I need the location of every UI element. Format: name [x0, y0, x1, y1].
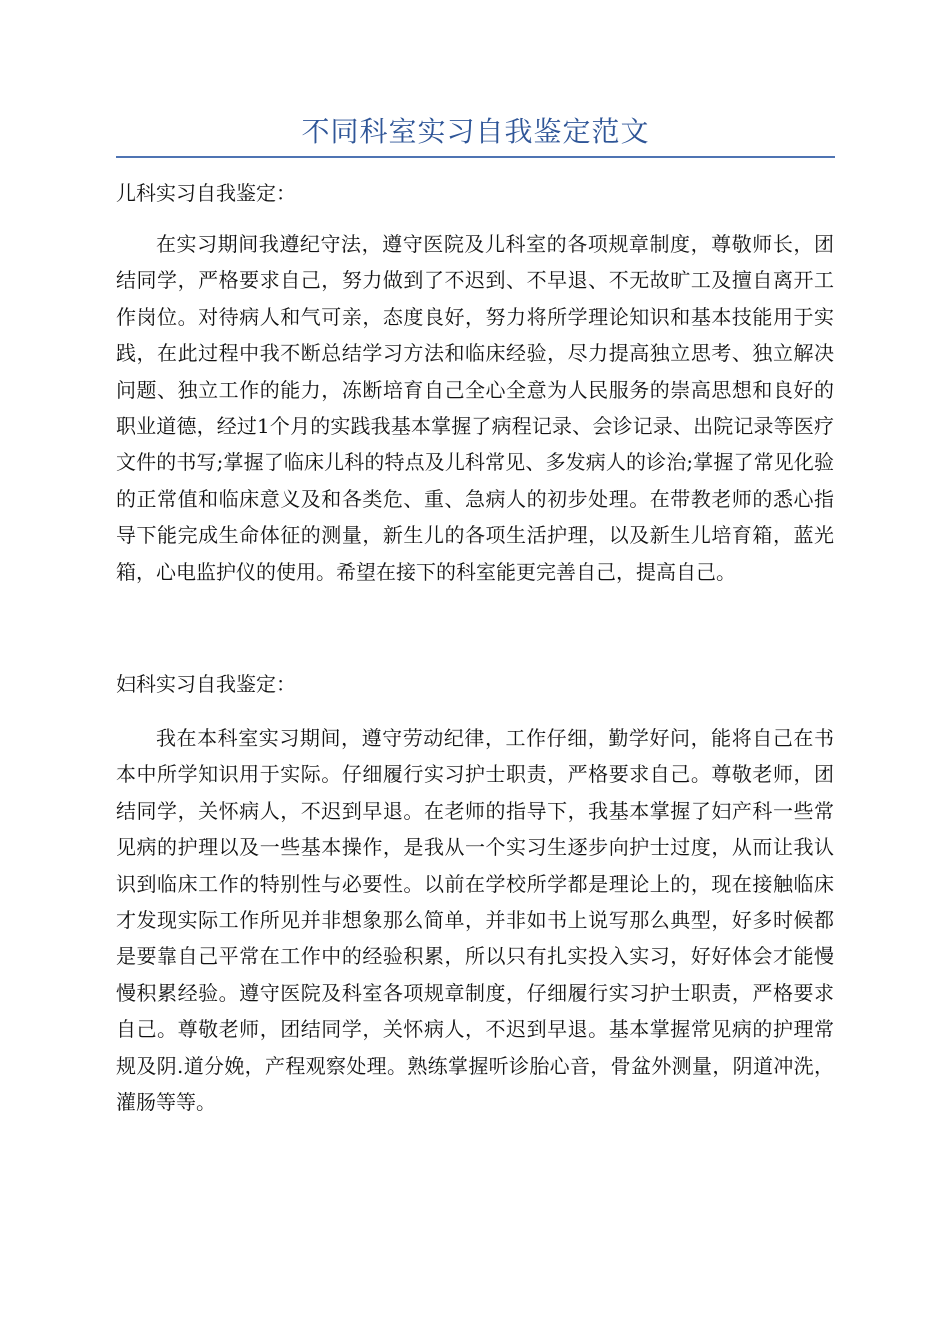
section-heading-gynecology: 妇科实习自我鉴定：: [116, 672, 296, 696]
title-block: [116, 108, 835, 158]
section-heading-pediatrics: 儿科实习自我鉴定：: [116, 181, 296, 205]
paragraph-gynecology: 我在本科室实习期间，遵守劳动纪律，工作仔细，勤学好问，能将自己在书本中所学知识用于实际。仔细履行实习护士职责，严格要求自己。尊敬老师，团结同学，关怀病人，不迟到早退。在老师的指导下，我基本掌握了妇产科一些常见病的护理以及一些基本操作，是我从一个实习生逐步向护士过度，从而让我认识到临床工作的特别性与必要性。以前在学校所学都是理论上的，现在接触临床才发现实际工作所见并非想象那么简单，并非如书上说写那么典型，好多时候都是要靠自己平常在工作中的经验积累，所以只有扎实投入实习，好好体会才能慢慢积累经验。遵守医院及科室各项规章制度，仔细履行实习护士职责，严格要求自己。尊敬老师，团结同学，关怀病人，不迟到早退。基本掌握常见病的护理常规及阴.道分娩，产程观察处理。熟练掌握听诊胎心音，骨盆外测量，阴道冲洗，灌肠等等。: [116, 726, 834, 1115]
section-body-pediatrics: [116, 226, 834, 590]
document-title: 不同科室实习自我鉴定范文: [301, 115, 650, 148]
paragraph-pediatrics: 在实习期间我遵纪守法，遵守医院及儿科室的各项规章制度，尊敬师长，团结同学，严格要求自己，努力做到了不迟到、不早退、不无故旷工及擅自离开工作岗位。对待病人和气可亲，态度良好，努力将所学理论知识和基本技能用于实践，在此过程中我不断总结学习方法和临床经验，尽力提高独立思考、独立解决问题、独立工作的能力，冻断培育自己全心全意为人民服务的崇高思想和良好的职业道德，经过1个月的实践我基本掌握了病程记录、会诊记录、出院记录等医疗文件的书写;掌握了临床儿科的特点及儿科常见、多发病人的诊治;掌握了常见化验的正常值和临床意义及和各类危、重、急病人的初步处理。在带教老师的悉心指导下能完成生命体征的测量，新生儿的各项生活护理，以及新生儿培育箱，蓝光箱，心电监护仪的使用。希望在接下的科室能更完善自己，提高自己。: [116, 232, 834, 584]
section-body-gynecology: [116, 720, 834, 1120]
